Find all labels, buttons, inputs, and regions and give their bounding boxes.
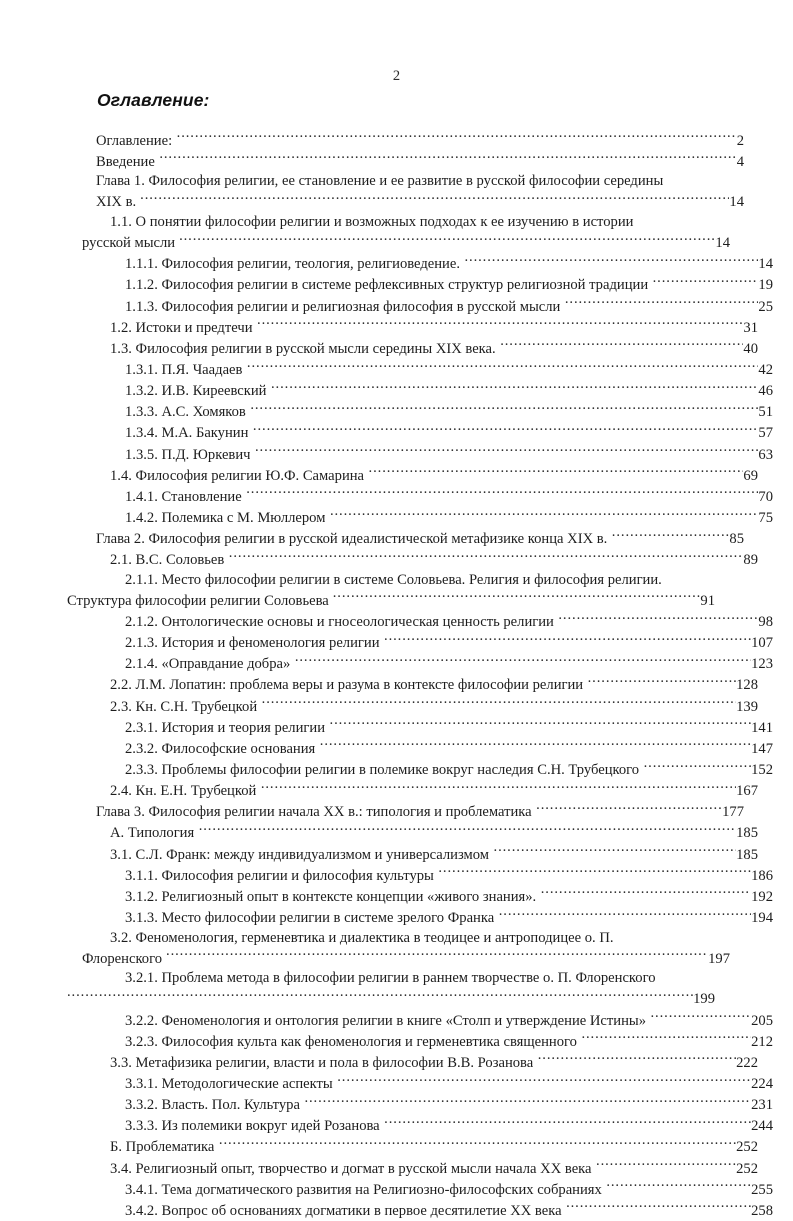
toc-dot-leader: [369, 465, 743, 480]
toc-page-number: 42: [758, 361, 773, 378]
toc-entry-row: [96, 528, 744, 549]
toc-entry[interactable]: [96, 865, 773, 886]
toc-page-number: 57: [758, 425, 773, 442]
toc-entry[interactable]: [96, 886, 773, 907]
toc-page-number: 14: [715, 235, 730, 252]
toc-entry[interactable]: [96, 1116, 773, 1137]
toc-dot-leader: [330, 507, 758, 522]
toc-page-number: 199: [693, 991, 715, 1008]
toc-entry[interactable]: [96, 317, 758, 338]
toc-entry[interactable]: [96, 1095, 773, 1116]
toc-page-number: 186: [751, 867, 773, 884]
toc-entry-label: 2.1.4. «Оправдание добра»: [125, 656, 291, 673]
toc-entry-label: 2.4. Кн. Е.Н. Трубецкой: [110, 783, 257, 800]
toc-dot-leader: [295, 654, 751, 669]
toc-entry-row: [96, 1158, 758, 1179]
toc-page-number: 98: [758, 614, 773, 631]
toc-dot-leader: [250, 402, 758, 417]
toc-entry-label: Глава 1. Философия религии, ее становление и ее развитие в русской философии середины: [96, 173, 664, 190]
toc-dot-leader: [464, 254, 757, 269]
toc-page-number: 4: [736, 153, 744, 170]
toc-entry-row: [96, 296, 773, 317]
toc-dot-leader: [494, 844, 736, 859]
toc-page-number: 141: [751, 719, 773, 736]
toc-dot-leader: [606, 1179, 750, 1194]
toc-entry[interactable]: [96, 738, 773, 759]
toc-entry[interactable]: [96, 1158, 758, 1179]
toc-entry[interactable]: [96, 654, 773, 675]
toc-page-number: 46: [758, 383, 773, 400]
toc-entry-row: [96, 633, 773, 654]
toc-entry-label: 1.4. Философия религии Ю.Ф. Самарина: [110, 467, 365, 484]
toc-page-number: 2: [736, 132, 744, 149]
toc-dot-leader: [644, 759, 751, 774]
toc-dot-leader: [159, 151, 736, 166]
toc-entry-row: [96, 823, 758, 844]
toc-entry-row: [96, 886, 773, 907]
toc-dot-leader: [179, 233, 715, 248]
toc-entry-label-continued: Флоренского: [82, 950, 163, 967]
toc-entry-label: 1.4.2. Полемика с М. Мюллером: [125, 509, 326, 526]
toc-entry-row: [96, 611, 773, 632]
toc-page-number: 75: [758, 509, 773, 526]
toc-dot-leader: [500, 338, 743, 353]
toc-entry[interactable]: [96, 381, 773, 402]
toc-dot-leader: [536, 802, 721, 817]
toc-page-number: 222: [736, 1054, 758, 1071]
toc-dot-leader: [177, 130, 737, 145]
toc-page-number: 244: [751, 1118, 773, 1135]
toc-entry[interactable]: [96, 969, 744, 1010]
toc-entry-label: 1.3. Философия религии в русской мысли середины XIX века.: [110, 340, 496, 357]
toc-entry-continuation: [82, 948, 730, 969]
toc-page-number: 185: [736, 825, 758, 842]
toc-page-number: 205: [751, 1012, 773, 1029]
toc-entry[interactable]: [96, 1031, 773, 1052]
toc-entry-label: 2.3.1. История и теория религии: [125, 719, 326, 736]
toc-entry[interactable]: [96, 611, 773, 632]
toc-entry-label: 3.2. Феноменология, герменевтика и диалектика в теодицее и антроподицее о. П.: [110, 929, 614, 946]
toc-entry[interactable]: [96, 444, 773, 465]
toc-entry-label: 3.2.2. Феноменология и онтология религии в книге «Столп и утверждение Истины»: [125, 1012, 646, 1029]
toc-page-number: 231: [751, 1097, 773, 1114]
toc-entry[interactable]: [96, 1052, 758, 1073]
toc-page-number: 152: [751, 762, 773, 779]
toc-entry[interactable]: [96, 507, 773, 528]
toc-page-number: 40: [743, 340, 758, 357]
toc-dot-leader: [247, 359, 758, 374]
toc-entry[interactable]: [67, 571, 744, 612]
toc-entry-row: [96, 1095, 773, 1116]
toc-page-number: 63: [758, 446, 773, 463]
toc-dot-leader: [558, 611, 758, 626]
toc-entry-label: 3.1.2. Религиозный опыт в контексте концепции «живого знания».: [125, 888, 537, 905]
toc-entry[interactable]: [96, 275, 773, 296]
page-title: Оглавление:: [97, 90, 210, 110]
toc-dot-leader: [261, 781, 736, 796]
toc-entry[interactable]: [96, 338, 758, 359]
toc-entry[interactable]: [96, 675, 758, 696]
toc-entry-label: 3.4.1. Тема догматического развития на Религиозно-философских собраниях: [125, 1181, 602, 1198]
toc-entry-label: 2.1.2. Онтологические основы и гносеологическая ценность религии: [125, 614, 554, 631]
toc-page-number: 85: [729, 531, 744, 548]
toc-dot-leader: [566, 1200, 751, 1215]
toc-entry-row: [96, 1179, 773, 1200]
toc-entry-label: 1.4.1. Становление: [125, 488, 242, 505]
toc-entry-label: 3.3.1. Методологические аспекты: [125, 1075, 333, 1092]
toc-page-number: 69: [743, 467, 758, 484]
toc-entry-label: 3.3.3. Из полемики вокруг идей Розанова: [125, 1118, 380, 1135]
toc-dot-leader: [384, 1116, 750, 1131]
toc-dot-leader: [257, 317, 743, 332]
toc-entry-label: 3.4. Религиозный опыт, творчество и догмат в русской мысли начала XX века: [110, 1160, 592, 1177]
toc-page-number: 70: [758, 488, 773, 505]
toc-entry-label-continued: русской мысли: [82, 235, 176, 252]
toc-dot-leader: [246, 486, 758, 501]
toc-page-number: 89: [743, 552, 758, 569]
toc-entry[interactable]: [96, 465, 758, 486]
toc-dot-leader: [140, 192, 729, 207]
toc-entry-row: [96, 781, 758, 802]
toc-page-number: 255: [751, 1181, 773, 1198]
toc-entry-label: 1.3.1. П.Я. Чаадаев: [125, 361, 243, 378]
toc-entry-label: 2.3.2. Философские основания: [125, 740, 316, 757]
toc-entry-label: 3.3.2. Власть. Пол. Культура: [125, 1097, 300, 1114]
toc-dot-leader: [565, 296, 758, 311]
toc-entry-row: [96, 130, 744, 151]
toc-entry-row: [96, 844, 758, 865]
toc-entry-label: 2.1.1. Место философии религии в системе Соловьева. Религия и философия религии.: [125, 571, 662, 588]
toc-page-number: 107: [751, 635, 773, 652]
toc-page-number: 192: [751, 888, 773, 905]
toc-entry[interactable]: [82, 929, 744, 970]
toc-dot-leader: [612, 528, 729, 543]
toc-dot-leader: [255, 444, 758, 459]
toc-dot-leader: [262, 696, 736, 711]
toc-page-number: 14: [758, 256, 773, 273]
toc-page-number: 252: [736, 1139, 758, 1156]
toc-entry-label: 2.3.3. Проблемы философии религии в полемике вокруг наследия С.Н. Трубецкого: [125, 762, 640, 779]
toc-page-number: 91: [700, 592, 715, 609]
toc-entry-row: [96, 359, 773, 380]
toc-entry-label: 1.1.2. Философия религии в системе рефлексивных структур религиозной традиции: [125, 277, 649, 294]
toc-entry-label: Б. Проблематика: [110, 1139, 215, 1156]
toc-entry-row: [96, 1010, 773, 1031]
toc-entry[interactable]: [96, 759, 773, 780]
toc-entry-label: 1.1.3. Философия религии и религиозная философия в русской мысли: [125, 298, 561, 315]
toc-entry-row: [96, 696, 758, 717]
toc-entry[interactable]: [96, 172, 744, 213]
toc-entry-label: Глава 3. Философия религии начала XX в.: типология и проблематика: [96, 804, 532, 821]
toc-dot-leader: [330, 717, 751, 732]
toc-dot-leader: [333, 590, 701, 605]
toc-entry-continuation: [67, 989, 715, 1010]
toc-entry-row: [96, 275, 773, 296]
toc-page-number: 194: [751, 910, 773, 927]
toc-page-number: 177: [722, 804, 744, 821]
toc-entry-label: 1.3.5. П.Д. Юркевич: [125, 446, 251, 463]
toc-dot-leader: [538, 1052, 736, 1067]
toc-page-number: 128: [736, 677, 758, 694]
toc-entry-row: [96, 423, 773, 444]
toc-entry-row: [96, 465, 758, 486]
toc-page-number: 212: [751, 1033, 773, 1050]
toc-entry[interactable]: [96, 402, 773, 423]
toc-entry[interactable]: [96, 1073, 773, 1094]
toc-entry-label: 2.3. Кн. С.Н. Трубецкой: [110, 698, 258, 715]
toc-dot-leader: [271, 381, 758, 396]
toc-page-number: 25: [758, 298, 773, 315]
toc-entry-label: 1.3.4. М.А. Бакунин: [125, 425, 249, 442]
toc-entry-row: [96, 1200, 773, 1221]
toc-entry[interactable]: [96, 296, 773, 317]
toc-page-number: 147: [751, 740, 773, 757]
toc-dot-leader: [320, 738, 751, 753]
toc-dot-leader: [651, 1010, 751, 1025]
toc-dot-leader: [588, 675, 736, 690]
toc-entry-label: Введение: [96, 153, 155, 170]
toc-entry[interactable]: [96, 550, 758, 571]
toc-entry-label: 1.3.3. А.С. Хомяков: [125, 404, 246, 421]
toc-entry-label: 1.2. Истоки и предтечи: [110, 319, 253, 336]
toc-entry-label: А. Типология: [110, 825, 195, 842]
toc-dot-leader: [653, 275, 758, 290]
toc-entry[interactable]: [96, 907, 773, 928]
toc-entry[interactable]: [96, 802, 744, 823]
toc-page-number: 258: [751, 1202, 773, 1219]
toc-entry-label: 2.1.3. История и феноменология религии: [125, 635, 380, 652]
toc-page-number: 167: [736, 783, 758, 800]
toc-dot-leader: [229, 550, 743, 565]
toc-page-number: 123: [751, 656, 773, 673]
toc-entry-label: 1.1.1. Философия религии, теология, религиоведение.: [125, 256, 460, 273]
toc-entry[interactable]: [96, 130, 744, 151]
toc-entry-row: [96, 254, 773, 275]
toc-entry[interactable]: [96, 1200, 773, 1221]
toc-entry[interactable]: [96, 254, 773, 275]
toc-dot-leader: [253, 423, 758, 438]
toc-dot-leader: [384, 633, 751, 648]
toc-entry-label: Глава 2. Философия религии в русской идеалистической метафизике конца XIX в.: [96, 531, 608, 548]
toc-dot-leader: [67, 989, 693, 1004]
toc-entry-row: [96, 486, 773, 507]
toc-page-number: 31: [743, 319, 758, 336]
toc-page-number: 19: [758, 277, 773, 294]
toc-entry[interactable]: [96, 823, 758, 844]
toc-entry-continuation: [67, 590, 715, 611]
toc-dot-leader: [541, 886, 751, 901]
toc-entry[interactable]: [96, 1137, 758, 1158]
toc-entry-label: 1.1. О понятии философии религии и возможных подходах к ее изучению в истории: [110, 213, 634, 230]
toc-dot-leader: [166, 948, 708, 963]
toc-dot-leader: [596, 1158, 736, 1173]
toc-dot-leader: [581, 1031, 750, 1046]
toc-entry-row: [96, 675, 758, 696]
toc-entry-row: [96, 1031, 773, 1052]
toc-entry-continuation: [96, 192, 744, 213]
toc-entry[interactable]: [96, 423, 773, 444]
toc-entry-row: [96, 381, 773, 402]
toc-dot-leader: [304, 1095, 750, 1110]
toc-entry-label: 2.2. Л.М. Лопатин: проблема веры и разума в контексте философии религии: [110, 677, 584, 694]
page-folio-number: 2: [392, 68, 401, 84]
toc-entry[interactable]: [96, 844, 758, 865]
toc-entry-label: 3.4.2. Вопрос об основаниях догматики в первое десятилетие XX века: [125, 1202, 562, 1219]
toc-entry[interactable]: [96, 1010, 773, 1031]
toc-entry-label: 3.3. Метафизика религии, власти и пола в философии В.В. Розанова: [110, 1054, 534, 1071]
toc-entry-row: [96, 550, 758, 571]
toc-entry-row: [96, 759, 773, 780]
toc-page-number: 185: [736, 846, 758, 863]
toc-dot-leader: [438, 865, 750, 880]
toc-entry-row: [96, 444, 773, 465]
toc-entry-row: [96, 338, 758, 359]
toc-entry-label-continued: Структура философии религии Соловьева: [67, 592, 329, 609]
toc-entry[interactable]: [96, 486, 773, 507]
toc-entry[interactable]: [96, 717, 773, 738]
toc-entry-label: 3.1.3. Место философии религии в системе зрелого Франка: [125, 910, 495, 927]
toc-entry-continuation: [82, 233, 730, 254]
toc-entry-row: [96, 1137, 758, 1158]
toc-entry-label: 3.1. С.Л. Франк: между индивидуализмом и универсализмом: [110, 846, 490, 863]
toc-entry[interactable]: [96, 1179, 773, 1200]
toc-page-number: 139: [736, 698, 758, 715]
toc-entry-row: [96, 507, 773, 528]
toc-entry-row: [96, 151, 744, 172]
toc-entry[interactable]: [96, 151, 744, 172]
toc-entry-row: [96, 317, 758, 338]
toc-entry-label: 1.3.2. И.В. Киреевский: [125, 383, 267, 400]
toc-entry[interactable]: [96, 528, 744, 549]
toc-entry-row: [96, 1116, 773, 1137]
toc-page-number: 14: [729, 194, 744, 211]
toc-entry-label: 3.2.3. Философия культа как феноменология и герменевтика священного: [125, 1033, 577, 1050]
toc-entry-label: 3.1.1. Философия религии и философия культуры: [125, 867, 434, 884]
toc-entry-label: Оглавление:: [96, 132, 173, 149]
toc-entry-row: [96, 402, 773, 423]
toc-page-number: 197: [708, 950, 730, 967]
toc-entry-row: [96, 738, 773, 759]
toc-entry-row: [96, 907, 773, 928]
toc-entry-row: [96, 802, 744, 823]
toc-entry-label: 2.1. В.С. Соловьев: [110, 552, 225, 569]
toc-page-number: 51: [758, 404, 773, 421]
toc-entry-row: [96, 1052, 758, 1073]
toc-dot-leader: [337, 1073, 750, 1088]
toc-dot-leader: [219, 1137, 736, 1152]
toc-entry-row: [96, 865, 773, 886]
toc-entry-row: [96, 717, 773, 738]
toc-entry[interactable]: [96, 696, 758, 717]
toc-page-number: 224: [751, 1075, 773, 1092]
toc-entry[interactable]: [96, 633, 773, 654]
toc-entry-row: [96, 654, 773, 675]
table-of-contents: [67, 130, 773, 1221]
toc-entry-label-continued: XIX в.: [96, 194, 137, 211]
toc-entry-label: 3.2.1. Проблема метода в философии религии в раннем творчестве о. П. Флоренского: [125, 970, 656, 987]
toc-entry[interactable]: [96, 781, 758, 802]
toc-page-number: 252: [736, 1160, 758, 1177]
toc-entry-row: [96, 1073, 773, 1094]
toc-entry[interactable]: [82, 213, 744, 254]
toc-entry[interactable]: [96, 359, 773, 380]
toc-dot-leader: [499, 907, 751, 922]
toc-dot-leader: [199, 823, 736, 838]
